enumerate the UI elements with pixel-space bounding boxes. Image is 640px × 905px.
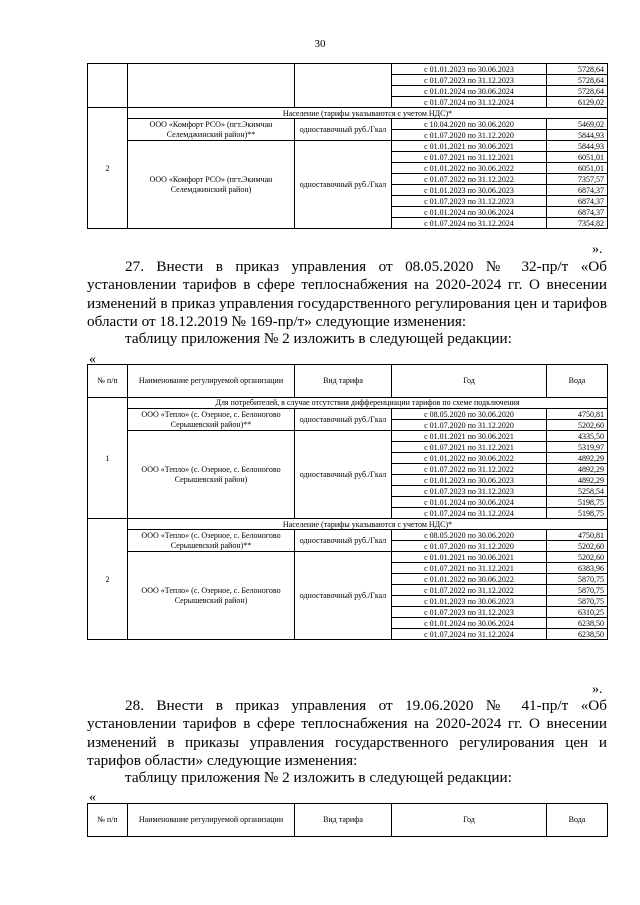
period-cell: с 01.01.2022 по 30.06.2022 [392,453,547,464]
value-cell: 5728,64 [547,75,608,86]
period-cell: с 01.07.2022 по 31.12.2022 [392,464,547,475]
period-cell: с 01.01.2023 по 30.06.2023 [392,596,547,607]
section-label: Население (тарифы указываются с учетом НДС)* [128,519,608,530]
tariff-table-teplo [87,364,608,640]
period-cell: с 01.01.2021 по 30.06.2021 [392,141,547,152]
value-cell: 5870,75 [547,596,608,607]
value-cell: 4892,29 [547,475,608,486]
period-cell: с 01.07.2021 по 31.12.2021 [392,442,547,453]
period-cell: с 01.07.2023 по 31.12.2023 [392,75,547,86]
page-number: 30 [314,38,326,50]
tariff-table-header-only [87,803,608,837]
value-cell: 6383,96 [547,563,608,574]
period-cell: с 01.07.2020 по 31.12.2020 [392,541,547,552]
section-label: Для потребителей, в случае отсутствия дифференциации тарифов по схеме подключения [128,398,608,409]
value-cell: 5202,60 [547,541,608,552]
period-cell: с 01.07.2023 по 31.12.2023 [392,486,547,497]
value-cell: 5728,64 [547,86,608,97]
header-tariff-type: Вид тарифа [295,804,392,837]
table-row [88,119,608,130]
number-cell: 1 [88,398,128,519]
value-cell: 4750,81 [547,409,608,420]
period-cell: с 01.07.2021 по 31.12.2021 [392,152,547,163]
header-water: Вода [547,804,608,837]
period-cell: с 08.05.2020 по 30.06.2020 [392,530,547,541]
period-cell: с 01.07.2021 по 31.12.2021 [392,563,547,574]
value-cell: 5258,54 [547,486,608,497]
value-cell: 5728,64 [547,64,608,75]
period-cell: с 01.07.2024 по 31.12.2024 [392,218,547,229]
value-cell: 6051,01 [547,163,608,174]
period-cell: с 01.07.2023 по 31.12.2023 [392,607,547,618]
table-row [88,552,608,563]
period-cell: с 08.05.2020 по 30.06.2020 [392,409,547,420]
section-row [88,398,608,409]
table-header-row [88,365,608,398]
opening-quote: « [89,790,96,805]
value-cell: 6874,37 [547,185,608,196]
value-cell: 4892,29 [547,464,608,475]
number-cell [88,64,128,108]
header-tariff-type: Вид тарифа [295,365,392,398]
period-cell: с 01.01.2021 по 30.06.2021 [392,431,547,442]
section-label: Население (тарифы указываются с учетом НДС)* [128,108,608,119]
period-cell: с 01.01.2022 по 30.06.2022 [392,574,547,585]
header-organization: Наименование регулируемой организации [128,804,295,837]
tariff-type-cell: одноставочный руб./Гкал [295,530,392,552]
tariff-type-cell: одноставочный руб./Гкал [295,409,392,431]
header-organization: Наименование регулируемой организации [128,365,295,398]
header-water: Вода [547,365,608,398]
period-cell: с 01.01.2023 по 30.06.2023 [392,64,547,75]
number-cell: 2 [88,108,128,229]
value-cell: 4335,50 [547,431,608,442]
value-cell: 6874,37 [547,196,608,207]
table-header-row [88,804,608,837]
period-cell: с 01.07.2024 по 31.12.2024 [392,97,547,108]
value-cell: 5198,75 [547,508,608,519]
organization-cell: ООО «Тепло» (с. Озерное, с. Белоногово Серышевский район) [128,552,295,640]
tariff-type-cell: одноставочный руб./Гкал [295,141,392,229]
period-cell: с 01.07.2024 по 31.12.2024 [392,508,547,519]
table-row [88,431,608,442]
period-cell: с 01.01.2024 по 30.06.2024 [392,497,547,508]
organization-cell: ООО «Комфорт РСО» (пгт.Экимчан Селемджинский район)** [128,119,295,141]
organization-cell: ООО «Тепло» (с. Озерное, с. Белоногово Серышевский район)** [128,530,295,552]
header-year: Год [392,365,547,398]
period-cell: с 01.01.2024 по 30.06.2024 [392,207,547,218]
item-27-text: 27. Внести в приказ управления от 08.05.2020 № 32-пр/т «Об установлении тарифов в сфере теплоснабжения на 2020-2024 гг. О внесении изменений в приказ управления государственного регулирования цен и тарифов области от 18.12.2019 № 169-пр/т» следующие изменения: [87,258,607,331]
organization-cell: ООО «Тепло» (с. Озерное, с. Белоногово Серышевский район) [128,431,295,519]
value-cell: 5870,75 [547,574,608,585]
period-cell: с 01.01.2021 по 30.06.2021 [392,552,547,563]
header-number: № п/п [88,804,128,837]
period-cell: с 01.01.2024 по 30.06.2024 [392,618,547,629]
value-cell: 5844,93 [547,141,608,152]
closing-quote: ». [592,242,603,257]
value-cell: 6238,50 [547,618,608,629]
table-row [88,409,608,420]
table-row [88,530,608,541]
period-cell: с 01.07.2024 по 31.12.2024 [392,629,547,640]
value-cell: 5844,93 [547,130,608,141]
value-cell: 5469,02 [547,119,608,130]
period-cell: с 01.01.2022 по 30.06.2022 [392,163,547,174]
period-cell: с 01.07.2020 по 31.12.2020 [392,420,547,431]
value-cell: 4892,29 [547,453,608,464]
organization-cell [128,64,295,108]
section-row [88,519,608,530]
value-cell: 6310,25 [547,607,608,618]
tariff-type-cell: одноставочный руб./Гкал [295,552,392,640]
value-cell: 6874,37 [547,207,608,218]
tariff-table-continuation [87,63,608,229]
opening-quote: « [89,352,96,367]
header-year: Год [392,804,547,837]
value-cell: 6238,50 [547,629,608,640]
tariff-table-teplo-body [88,365,608,640]
value-cell: 6129,02 [547,97,608,108]
organization-cell: ООО «Комфорт РСО» (пгт.Экимчан Селемджинский район) [128,141,295,229]
value-cell: 6051,01 [547,152,608,163]
value-cell: 7357,57 [547,174,608,185]
number-cell: 2 [88,519,128,640]
value-cell: 5202,60 [547,552,608,563]
period-cell: с 01.07.2022 по 31.12.2022 [392,585,547,596]
value-cell: 5202,60 [547,420,608,431]
period-cell: с 01.01.2023 по 30.06.2023 [392,475,547,486]
value-cell: 5870,75 [547,585,608,596]
tariff-table-continuation-body [88,64,608,229]
value-cell: 5319,97 [547,442,608,453]
section-row [88,108,608,119]
item-27-subtext: таблицу приложения № 2 изложить в следующей редакции: [125,330,512,347]
value-cell: 5198,75 [547,497,608,508]
tariff-type-cell: одноставочный руб./Гкал [295,119,392,141]
period-cell: с 01.01.2023 по 30.06.2023 [392,185,547,196]
closing-quote: ». [592,682,603,697]
item-28-subtext: таблицу приложения № 2 изложить в следующей редакции: [125,769,512,786]
period-cell: с 01.01.2024 по 30.06.2024 [392,86,547,97]
period-cell: с 01.07.2023 по 31.12.2023 [392,196,547,207]
table-row [88,64,608,75]
period-cell: с 01.07.2022 по 31.12.2022 [392,174,547,185]
header-number: № п/п [88,365,128,398]
organization-cell: ООО «Тепло» (с. Озерное, с. Белоногово Серышевский район)** [128,409,295,431]
value-cell: 7354,82 [547,218,608,229]
value-cell: 4750,81 [547,530,608,541]
period-cell: с 10.04.2020 по 30.06.2020 [392,119,547,130]
tariff-type-cell [295,64,392,108]
tariff-type-cell: одноставочный руб./Гкал [295,431,392,519]
item-28-text: 28. Внести в приказ управления от 19.06.2020 № 41-пр/т «Об установлении тарифов в сфере теплоснабжения на 2020-2024 гг. О внесении изменений в приказы управления государственного регулирования цен и тарифов области» следующие изменения: [87,697,607,770]
period-cell: с 01.07.2020 по 31.12.2020 [392,130,547,141]
table-row [88,141,608,152]
